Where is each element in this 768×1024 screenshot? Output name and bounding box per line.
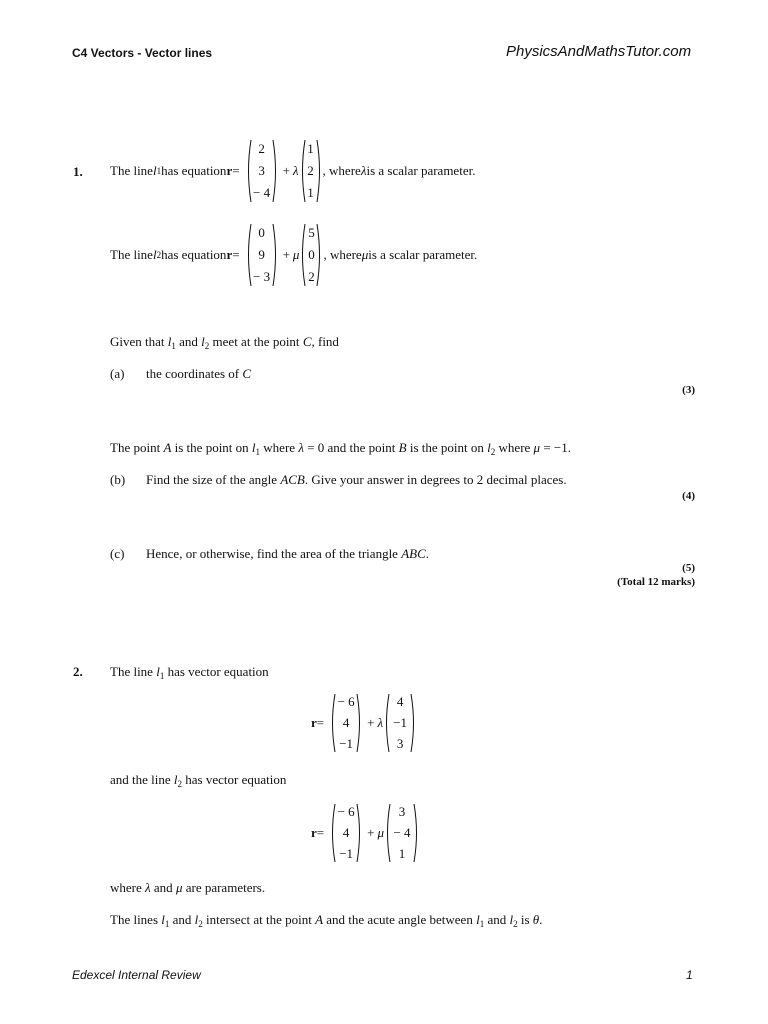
q1-line2-d2: 2 — [308, 269, 315, 284]
q1-part-b-marks: (4) — [682, 490, 695, 502]
q2-eq1-position-vector — [328, 692, 364, 754]
vector-brackets — [328, 692, 364, 754]
symbol-l: l — [251, 440, 256, 455]
q2-where-text — [110, 880, 265, 896]
q1-line2-sub: 2 — [156, 250, 162, 260]
q1-part-b-label: (b) — [110, 472, 126, 487]
q2-eq2-d1: − 4 — [393, 824, 411, 840]
q2-eq2-param: μ — [377, 825, 384, 840]
q2-eq1-d2: 3 — [396, 735, 404, 751]
symbol-l: l — [167, 334, 172, 349]
q2-eq1-p0: − 6 — [337, 694, 355, 710]
q1-line2-pre: The line — [110, 247, 153, 262]
text-segment: Given that — [110, 334, 168, 349]
q2-eq1-param: λ — [377, 715, 384, 730]
text-segment: The lines — [110, 912, 162, 927]
symbol-ACB: ACB — [280, 472, 305, 487]
q1-line2-d1: 0 — [308, 247, 315, 262]
q2-eq2-p1: 4 — [342, 824, 350, 840]
q1-line2-position-vector — [244, 222, 280, 288]
q1-line1-position-vector — [244, 138, 280, 204]
vector-brackets — [383, 692, 417, 754]
q1-part-c-marks: (5) — [682, 562, 695, 574]
q1-part-c-label: (c) — [110, 546, 125, 561]
q1-line1-p2: − 4 — [253, 185, 271, 200]
text-segment: has vector equation — [164, 664, 269, 679]
q1-line1-param: λ — [292, 163, 299, 178]
q1-line1-sub: 1 — [156, 166, 162, 176]
q1-line1-mid: has equation — [161, 163, 227, 178]
vector-brackets — [299, 222, 323, 288]
header-site: PhysicsAndMathsTutor.com — [506, 43, 692, 60]
text-segment: . — [539, 912, 543, 927]
symbol-l: l — [161, 912, 165, 927]
q1-line2-post: , where — [323, 247, 362, 262]
q2-eq2-eq: = — [316, 825, 325, 840]
header-title: C4 Vectors - Vector lines — [72, 46, 213, 60]
q2-eq1-d0: 4 — [396, 694, 404, 710]
symbol-lambda: λ — [145, 880, 151, 895]
q1-line2-eq: = — [232, 247, 240, 262]
symbol-C: C — [302, 334, 312, 349]
subscript: 1 — [159, 671, 165, 681]
text-segment: the coordinates of — [146, 366, 243, 381]
q1-line2-param2: μ — [361, 247, 369, 262]
q1-line2-d0: 5 — [308, 225, 315, 240]
q2-eq2-d2: 1 — [398, 845, 406, 861]
q1-line2-p1: 9 — [258, 247, 265, 262]
q1-line1-equation — [110, 138, 475, 204]
text-segment: . Give your answer in degrees to 2 decimal places. — [304, 472, 567, 487]
text-segment: and the line — [110, 772, 174, 787]
q2-eq2-d0: 3 — [398, 804, 406, 820]
vector-brackets — [244, 138, 280, 204]
q1-line2-plus: + — [282, 247, 290, 262]
q1-line1-direction-vector — [299, 138, 323, 204]
subscript: 1 — [164, 919, 170, 929]
q1-point-text — [110, 440, 571, 457]
text-segment: Find the size of the angle — [146, 472, 281, 487]
q1-line1-d1: 2 — [307, 163, 314, 178]
text-segment: is the point on — [406, 440, 488, 455]
q1-part-a-label: (a) — [110, 366, 125, 381]
subscript: 2 — [490, 447, 496, 457]
q2-and-text — [110, 772, 286, 789]
symbol-l: l — [201, 334, 205, 349]
text-segment: meet at the point — [209, 334, 303, 349]
q1-line1-d0: 1 — [307, 141, 314, 156]
text-segment: and — [169, 912, 195, 927]
vector-brackets — [384, 802, 420, 864]
q1-line1-pre: The line — [110, 163, 153, 178]
q1-line2-p0: 0 — [258, 225, 265, 240]
q1-line2-mid: has equation — [161, 247, 227, 262]
q1-part-a-marks: (3) — [682, 384, 695, 396]
subscript: 2 — [198, 919, 203, 929]
q2-eq1-p2: −1 — [339, 735, 354, 751]
q2-line2-equation — [311, 802, 420, 864]
q1-line2-direction-vector — [299, 222, 323, 288]
q2-intro-text — [110, 664, 269, 681]
footer-source: Edexcel Internal Review — [72, 968, 201, 982]
q1-line1-param2: λ — [360, 163, 367, 178]
text-segment: The point — [110, 440, 164, 455]
q1-line1-plus: + — [282, 163, 290, 178]
q2-eq1-direction-vector — [383, 692, 417, 754]
q2-eq2-p2: −1 — [339, 845, 354, 861]
q1-line1-post: , where — [322, 163, 361, 178]
symbol-A: A — [163, 440, 172, 455]
q1-line1-post2: is a scalar parameter. — [366, 163, 476, 178]
q1-line1-eq: = — [232, 163, 240, 178]
q1-part-a-text — [146, 366, 251, 382]
q2-eq1-plus: + — [367, 715, 375, 730]
text-segment: where — [495, 440, 534, 455]
q1-line2-p2: − 3 — [253, 269, 271, 284]
q2-eq2-position-vector — [328, 802, 364, 864]
text-segment: and — [175, 334, 202, 349]
subscript: 2 — [177, 779, 183, 789]
text-segment: , find — [311, 334, 339, 349]
q1-line1-d2: 1 — [307, 185, 314, 200]
symbol-l: l — [509, 912, 514, 927]
text-segment: is — [517, 912, 533, 927]
symbol-ABC: ABC — [401, 546, 426, 561]
symbol-mu: μ — [175, 880, 183, 895]
text-segment: is the point on — [171, 440, 252, 455]
question-2-number: 2. — [73, 664, 83, 679]
q1-part-b-text — [146, 472, 567, 488]
q2-eq1-p1: 4 — [342, 714, 350, 730]
q1-line2-param: μ — [292, 247, 300, 262]
q1-given-text — [110, 334, 339, 351]
footer-page-number: 1 — [686, 968, 693, 982]
subscript: 2 — [204, 341, 210, 351]
subscript: 2 — [513, 919, 518, 929]
q1-line1-p1: 3 — [258, 163, 265, 178]
q2-eq2-plus: + — [367, 825, 375, 840]
symbol-theta: θ — [532, 912, 540, 927]
symbol-lambda: λ — [298, 440, 304, 455]
q1-line2-l: l — [152, 247, 157, 262]
text-segment: The line — [110, 664, 157, 679]
q2-intersect-text — [110, 912, 542, 929]
text-segment: intersect at the point — [202, 912, 316, 927]
q1-line2-equation — [110, 222, 477, 288]
text-segment: and the acute angle between — [323, 912, 477, 927]
text-segment: and — [150, 880, 176, 895]
vector-brackets — [328, 802, 364, 864]
symbol-C: C — [242, 366, 252, 381]
q1-line1-p0: 2 — [258, 141, 265, 156]
q1-total-marks: (Total 12 marks) — [617, 576, 695, 588]
q2-eq2-r: r — [311, 825, 317, 840]
vector-brackets — [244, 222, 280, 288]
q2-eq2-p0: − 6 — [337, 804, 355, 820]
text-segment: has vector equation — [182, 772, 287, 787]
q2-line1-equation — [311, 692, 417, 754]
symbol-B: B — [398, 440, 407, 455]
question-1-number: 1. — [73, 164, 83, 179]
q1-line2-r: r — [226, 247, 233, 262]
text-segment: are parameters. — [182, 880, 266, 895]
text-segment: Hence, or otherwise, find the area of the triangle — [146, 546, 402, 561]
symbol-mu: μ — [533, 440, 541, 455]
q1-line1-l: l — [152, 163, 157, 178]
q1-part-c-text — [146, 546, 429, 562]
symbol-A: A — [315, 912, 324, 927]
subscript: 1 — [171, 341, 176, 351]
text-segment: and — [484, 912, 510, 927]
text-segment: = −1. — [540, 440, 571, 455]
text-segment: = 0 and the point — [303, 440, 399, 455]
subscript: 1 — [255, 447, 261, 457]
vector-brackets — [299, 138, 323, 204]
q2-eq1-r: r — [311, 715, 317, 730]
text-segment: . — [425, 546, 430, 561]
symbol-l: l — [156, 664, 160, 679]
q2-eq2-direction-vector — [384, 802, 420, 864]
subscript: 1 — [479, 919, 485, 929]
text-segment: where — [110, 880, 146, 895]
q1-line2-post2: is a scalar parameter. — [368, 247, 478, 262]
symbol-l: l — [194, 912, 199, 927]
symbol-l: l — [487, 440, 491, 455]
symbol-l: l — [476, 912, 480, 927]
symbol-l: l — [173, 772, 178, 787]
q2-eq1-d1: −1 — [393, 714, 408, 730]
q1-line1-r: r — [226, 163, 233, 178]
text-segment: where — [260, 440, 299, 455]
q2-eq1-eq: = — [316, 715, 325, 730]
